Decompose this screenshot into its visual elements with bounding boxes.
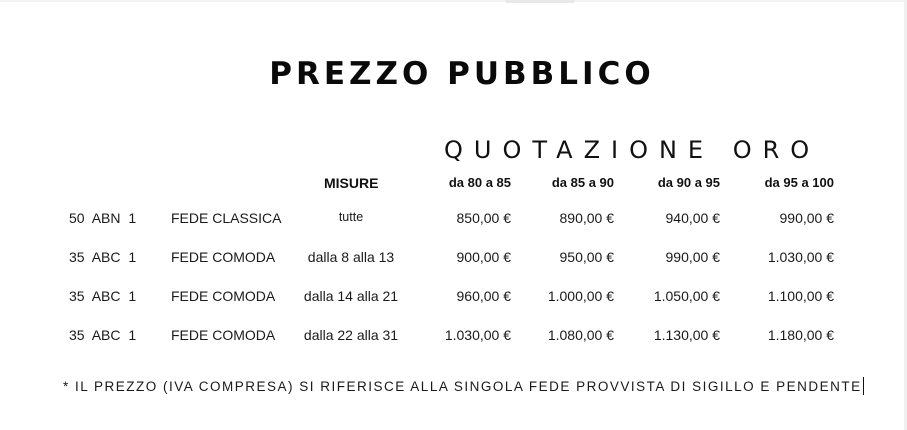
- product-name: FEDE COMODA: [171, 288, 276, 304]
- price-range-2: 1.080,00 €: [547, 327, 614, 343]
- product-name: FEDE COMODA: [171, 249, 276, 265]
- price-range-1: 1.030,00 €: [444, 327, 511, 343]
- price-range-3: 990,00 €: [665, 249, 720, 265]
- table-row: [0, 210, 907, 234]
- table-row: [0, 288, 907, 312]
- product-size: dalla 22 alla 31: [303, 327, 399, 343]
- product-code: 50 ABN 1: [69, 210, 137, 226]
- product-size: tutte: [338, 210, 364, 224]
- table-row: [0, 249, 907, 273]
- product-size: dalla 8 alla 13: [307, 249, 395, 265]
- header-range-2: da 85 a 90: [551, 175, 614, 190]
- footnote-text: * IL PREZZO (IVA COMPRESA) SI RIFERISCE ALLA SINGOLA FEDE PROVVISTA DI SIGILLO E PENDENTE: [63, 379, 862, 394]
- price-range-4: 1.030,00 €: [767, 249, 834, 265]
- product-name: FEDE CLASSICA: [171, 210, 282, 226]
- price-range-2: 1.000,00 €: [547, 288, 614, 304]
- header-range-3: da 90 a 95: [657, 175, 720, 190]
- text-cursor: [863, 377, 864, 395]
- product-code: 35 ABC 1: [69, 249, 137, 265]
- price-range-3: 1.050,00 €: [653, 288, 720, 304]
- table-row: [0, 327, 907, 351]
- product-code: 35 ABC 1: [69, 327, 137, 343]
- page-title: PREZZO PUBBLICO: [269, 56, 655, 92]
- price-range-3: 1.130,00 €: [653, 327, 720, 343]
- product-code: 35 ABC 1: [69, 288, 137, 304]
- footnote[interactable]: [63, 377, 864, 395]
- price-range-1: 850,00 €: [456, 210, 511, 226]
- top-scroll-indicator: [505, 0, 575, 3]
- header-range-4: da 95 a 100: [764, 175, 834, 190]
- price-range-3: 940,00 €: [665, 210, 720, 226]
- price-range-1: 960,00 €: [456, 288, 511, 304]
- gold-quote-heading: QUOTAZIONE ORO: [444, 136, 821, 164]
- price-range-2: 890,00 €: [559, 210, 614, 226]
- product-name: FEDE COMODA: [171, 327, 276, 343]
- price-range-4: 1.100,00 €: [767, 288, 834, 304]
- top-edge: [0, 0, 907, 2]
- header-range-1: da 80 a 85: [448, 175, 511, 190]
- price-range-4: 1.180,00 €: [767, 327, 834, 343]
- price-range-2: 950,00 €: [559, 249, 614, 265]
- price-range-1: 900,00 €: [456, 249, 511, 265]
- header-misure: MISURE: [324, 175, 379, 191]
- product-size: dalla 14 alla 21: [303, 288, 399, 304]
- price-range-4: 990,00 €: [779, 210, 834, 226]
